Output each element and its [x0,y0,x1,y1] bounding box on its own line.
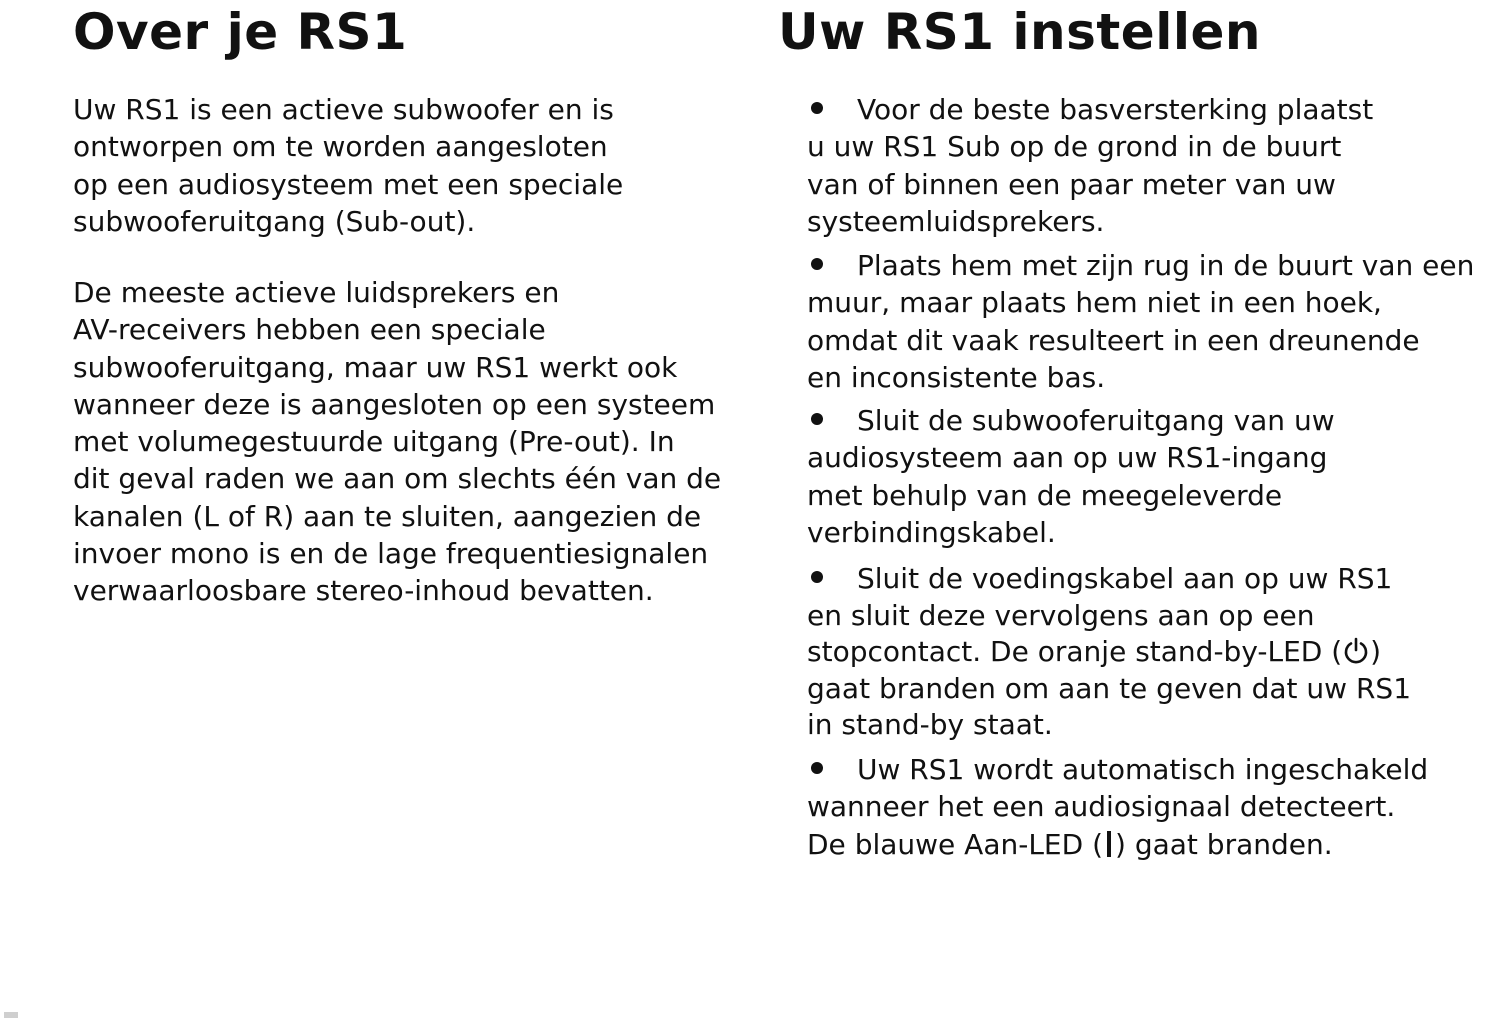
setup-item-wall [807,247,1486,396]
setup-item-text: Uw RS1 wordt automatisch ingeschakeld wanneer het een audiosignaal detecteert. De blauwe Aan-LED ( [807,753,1429,861]
setup-section [778,0,1486,861]
about-heading: Over je RS1 [73,3,408,61]
bullet-icon [811,762,823,774]
setup-item-text-cont: ) gaat branden. [1115,827,1333,861]
setup-item-text: Sluit de voedingskabel aan op uw RS1 en sluit deze vervolgens aan op een stopcontact. De oranje stand-by-LED ( [807,562,1393,668]
setup-item-text: Voor de beste basversterking plaatst u uw RS1 Sub op de grond in de buurt van of binnen een paar meter van uw systeemluidsprekers. [807,93,1374,238]
scan-mark [4,1012,18,1018]
power-icon [1342,637,1370,665]
setup-item-power [807,561,1486,744]
bullet-icon [811,102,823,114]
about-paragraph-2: De meeste actieve luidsprekers en AV-receivers hebben een speciale subwooferuitgang, maar uw RS1 werkt ook wanneer deze is aangesloten op een systeem met volumegestuurde uitgang (Pre-out). In dit geval raden we aan om slechts één van de kanalen (L of R) aan te sluiten, aangezien de invoer mono is en de lage frequentiesignalen verwaarloosbare stereo-inhoud bevatten. [73,276,722,608]
setup-item-text-cont: ) gaat branden om aan te geven dat uw RS1 in stand-by staat. [807,635,1412,741]
bullet-icon [811,571,823,583]
about-section [73,0,753,608]
on-bar-icon [1107,831,1111,857]
setup-item-placement [807,91,1486,240]
bullet-icon [811,258,823,270]
bullet-icon [811,413,823,425]
setup-item-auto-on [807,751,1486,863]
about-paragraph-1: Uw RS1 is een actieve subwoofer en is ontworpen om te worden aangesloten op een audiosysteem met een speciale subwooferuitgang (Sub-out). [73,93,624,238]
setup-item-text: Plaats hem met zijn rug in de buurt van een muur, maar plaats hem niet in een hoek, omdat dit vaak resulteert in een dreunende en inconsistente bas. [807,249,1475,394]
setup-heading: Uw RS1 instellen [778,3,1261,61]
setup-item-text: Sluit de subwooferuitgang van uw audiosysteem aan op uw RS1-ingang met behulp van de meegeleverde verbindingskabel. [807,404,1335,549]
setup-item-connect [807,402,1486,551]
